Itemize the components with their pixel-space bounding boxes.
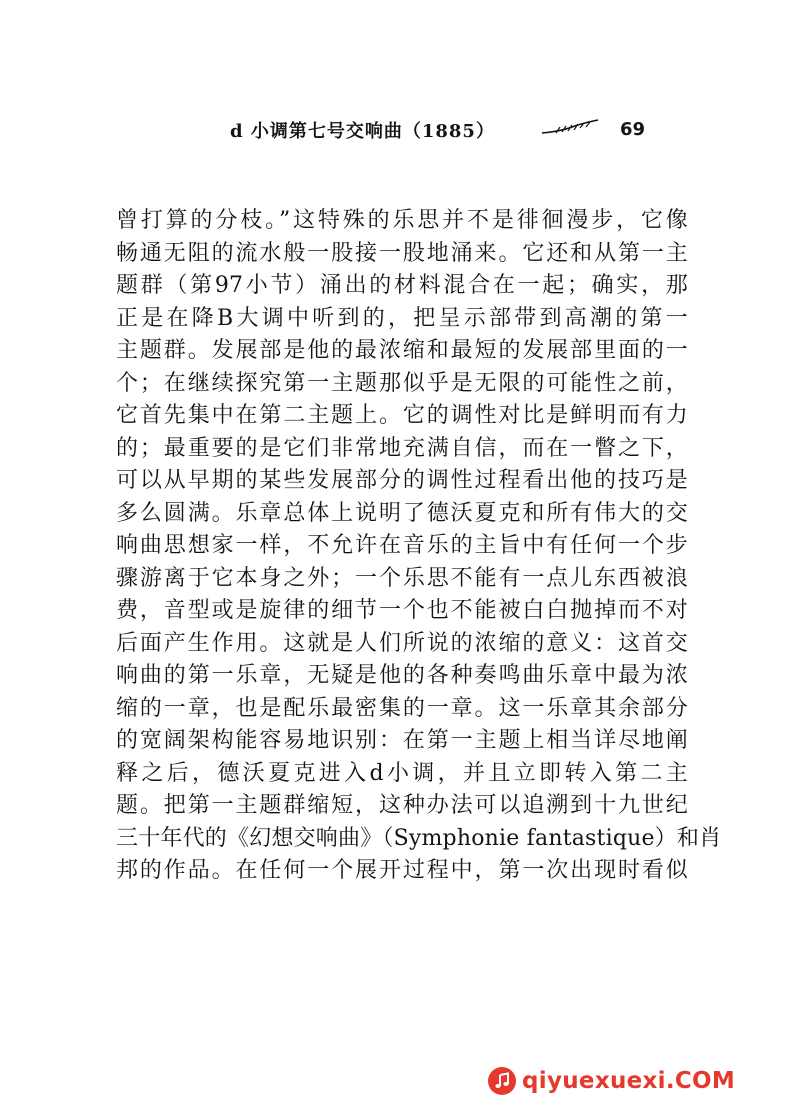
body-text-line: 响曲的第一乐章，无疑是他的各种奏鸣曲乐章中最为浓	[116, 663, 688, 688]
body-text-line: 缩的一章，也是配乐最密集的一章。这一乐章其余部分	[116, 695, 688, 721]
body-text-line: 题群（第97小节）涌出的材料混合在一起；确实，那	[116, 273, 688, 298]
music-note-icon	[488, 1067, 516, 1095]
body-text	[116, 205, 722, 888]
body-text-line: 曾打算的分枝。”这特殊的乐思并不是徘徊漫步，它像	[116, 208, 688, 233]
header-flourish-ornament	[540, 118, 600, 138]
body-text-line: 畅通无阻的流水般一股接一股地涌来。它还和从第一主	[116, 240, 688, 266]
body-text-line: 它首先集中在第二主题上。它的调性对比是鲜明而有力	[116, 403, 688, 428]
watermark-text: qiyuexuexi.COM	[522, 1068, 736, 1094]
body-text-line: 可以从早期的某些发展部分的调性过程看出他的技巧是	[116, 468, 688, 493]
body-text-line: 的宽阔架构能容易地识别：在第一主题上相当详尽地阐	[116, 728, 688, 753]
body-text-line: 主题群。发展部是他的最浓缩和最短的发展部里面的一	[116, 338, 688, 363]
body-text-line: 三十年代的《幻想交响曲》（Symphonie fantastique）和肖	[116, 825, 722, 851]
body-text-line: 邦的作品。在任何一个展开过程中，第一次出现时看似	[116, 858, 688, 883]
body-text-line: 的；最重要的是它们非常地充满自信，而在一瞥之下，	[116, 435, 688, 461]
site-watermark	[488, 1067, 735, 1095]
body-text-line: 释之后，德沃夏克进入d小调，并且立即转入第二主	[116, 760, 688, 786]
body-text-line: 骤游离于它本身之外；一个乐思不能有一点儿东西被浪	[116, 565, 688, 591]
body-text-line: 响曲思想家一样，不允许在音乐的主旨中有任何一个步	[116, 533, 688, 558]
body-text-line: 正是在降B大调中听到的，把呈示部带到高潮的第一	[116, 305, 688, 331]
page-number: 69	[620, 119, 646, 140]
running-header-title: d 小调第七号交响曲（1885）	[230, 121, 495, 142]
body-text-line: 题。把第一主题群缩短，这种办法可以追溯到十九世纪	[116, 793, 688, 818]
body-text-line: 费，音型或是旋律的细节一个也不能被白白抛掉而不对	[116, 598, 688, 623]
body-text-line: 个；在继续探究第一主题那似乎是无限的可能性之前，	[116, 370, 688, 396]
body-text-line: 后面产生作用。这就是人们所说的浓缩的意义：这首交	[116, 630, 688, 656]
body-text-line: 多么圆满。乐章总体上说明了德沃夏克和所有伟大的交	[116, 500, 688, 526]
